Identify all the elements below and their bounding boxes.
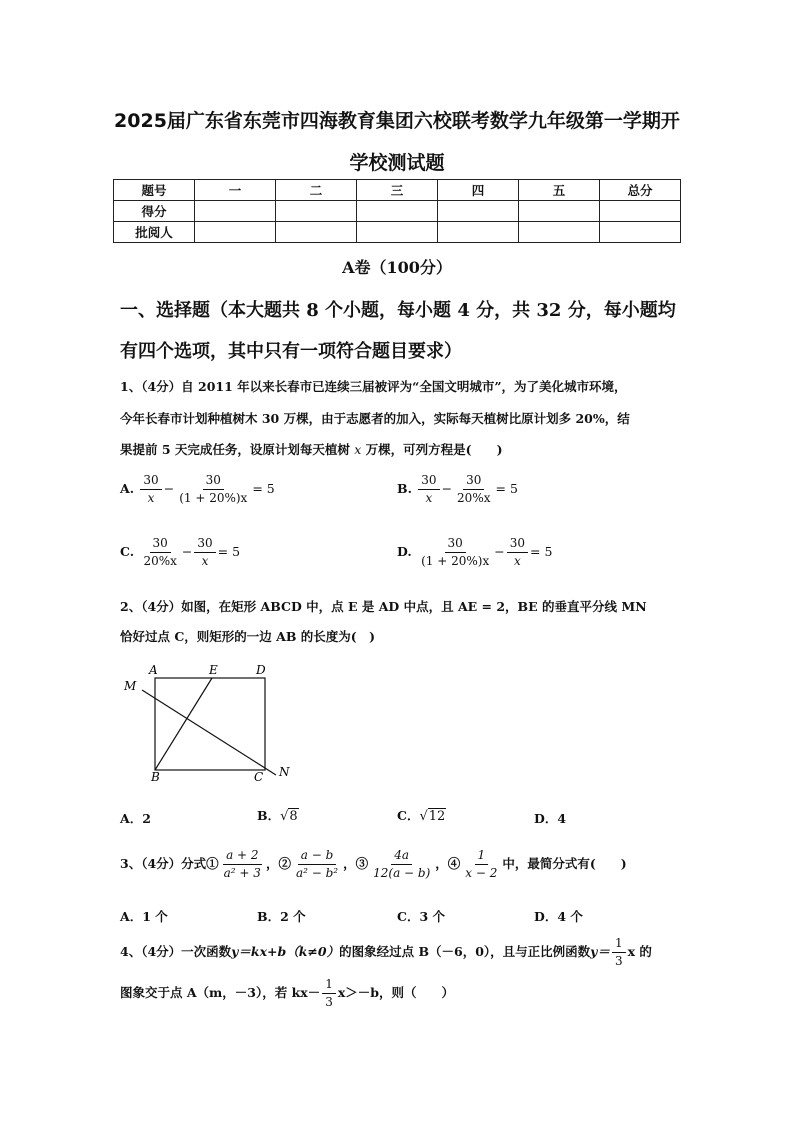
denominator: x	[201, 554, 209, 568]
fraction	[454, 473, 493, 506]
denominator: (1 + 20%)x	[421, 554, 490, 568]
q1-variable: x	[354, 442, 362, 457]
denominator: x − 2	[465, 866, 498, 880]
operator: −	[163, 481, 175, 496]
q4-line1	[120, 936, 690, 969]
fraction-one-third	[322, 977, 336, 1010]
option-label: A.	[120, 481, 135, 496]
q3-option-c[interactable]: C．3 个	[397, 909, 445, 924]
page-title-line2: 学校测试题	[349, 152, 445, 174]
table-cell	[195, 201, 276, 222]
fraction-1	[221, 848, 264, 881]
q4-line2	[120, 977, 690, 1010]
q2-option-a[interactable]: A．2	[120, 811, 151, 826]
section-heading-line2: 有四个选项，其中只有一项符合题目要求）	[120, 341, 462, 362]
table-cell	[519, 222, 600, 243]
table-cell	[600, 201, 681, 222]
q3-prefix: 3、（4分）分式①	[120, 856, 219, 871]
q1-line3-text: 果提前 5 天完成任务，设原计划每天植树	[120, 442, 355, 457]
denominator: x	[147, 491, 155, 505]
q3-option-a[interactable]: A．1 个	[120, 909, 168, 924]
q2-option-b[interactable]	[257, 806, 299, 824]
q1-line3-end: 万棵，可列方程是( )	[361, 442, 503, 457]
table-cell	[438, 201, 519, 222]
label-d: D	[256, 663, 266, 677]
table-cell	[438, 222, 519, 243]
fraction	[140, 473, 161, 506]
table-cell: 题号	[114, 180, 195, 201]
q3-suffix: 中，最简分式有( )	[502, 856, 627, 871]
q4-text: 的图象经过点 B（－6，0），且与正比例函数	[339, 944, 591, 959]
q2-option-c[interactable]	[397, 806, 446, 824]
option-label: D.	[397, 544, 412, 559]
fraction-4	[462, 848, 500, 881]
q3-option-d[interactable]: D．4 个	[534, 909, 583, 924]
q4-equation: y＝	[590, 944, 610, 959]
table-cell: 批阅人	[114, 222, 195, 243]
separator: ，④	[435, 856, 461, 871]
q1-option-d[interactable]	[397, 536, 552, 569]
table-cell	[276, 201, 357, 222]
denominator: x	[425, 491, 433, 505]
q4-text: 图象交于点 A（m，－3），若 kx－	[120, 985, 321, 1000]
denominator: 3	[614, 954, 623, 968]
table-cell	[357, 201, 438, 222]
option-label: B．	[257, 808, 281, 823]
label-a: A	[149, 663, 158, 677]
table-cell	[195, 222, 276, 243]
label-n: N	[279, 765, 290, 779]
option-label: C.	[120, 544, 135, 559]
denominator: 12(a − b)	[373, 866, 431, 880]
fraction	[176, 473, 250, 506]
volume-heading: A卷（100分）	[342, 258, 452, 277]
rectangle-figure	[115, 660, 305, 785]
operator: −	[441, 481, 453, 496]
sqrt-expression: √8	[280, 809, 298, 824]
table-header-row	[114, 180, 681, 201]
sqrt-expression: √12	[419, 809, 446, 824]
q1-option-b[interactable]	[397, 473, 518, 506]
q2-option-d[interactable]: D．4	[534, 811, 567, 826]
numerator: 30	[140, 473, 161, 490]
radicand: 8	[289, 809, 298, 824]
q3-stem	[120, 848, 690, 881]
fraction	[507, 536, 528, 569]
section-heading: 一、选择题（本大题共 8 个小题，每小题 4 分，共 32 分，每小题均	[120, 300, 676, 321]
numerator: 30	[507, 536, 528, 553]
denominator: a² − b²	[295, 866, 339, 880]
fraction-3	[370, 848, 433, 881]
q1-line2: 今年长春市计划种植树木 30 万棵，由于志愿者的加入，实际每天植树比原计划多 20%，结	[120, 411, 630, 426]
numerator: a + 2	[223, 848, 261, 865]
label-b: B	[151, 770, 160, 784]
table-cell	[600, 222, 681, 243]
table-cell	[519, 201, 600, 222]
numerator: 30	[203, 473, 224, 490]
numerator: 4a	[391, 848, 412, 865]
fraction	[418, 473, 439, 506]
label-c: C	[254, 770, 264, 784]
numerator: 1	[322, 977, 336, 994]
q4-text: 4、（4分）一次函数	[120, 944, 232, 959]
numerator: 30	[150, 536, 171, 553]
table-cell	[276, 222, 357, 243]
table-cell: 二	[276, 180, 357, 201]
denominator: 3	[325, 995, 333, 1009]
numerator: 1	[612, 936, 626, 953]
option-label: B.	[397, 481, 412, 496]
table-cell: 五	[519, 180, 600, 201]
numerator: 30	[194, 536, 215, 553]
numerator: 1	[475, 848, 489, 865]
table-cell: 得分	[114, 201, 195, 222]
equation-rhs: = 5	[495, 481, 518, 496]
q3-option-b[interactable]: B．2 个	[257, 909, 306, 924]
segment-be	[155, 678, 212, 770]
q2-line2: 恰好过点 C，则矩形的一边 AB 的长度为( )	[120, 629, 376, 644]
page-title: 2025届广东省东莞市四海教育集团六校联考数学九年级第一学期开	[114, 110, 680, 132]
label-m: M	[124, 679, 137, 693]
numerator: a − b	[298, 848, 337, 865]
fraction	[418, 536, 492, 569]
equation-rhs: = 5	[530, 544, 553, 559]
q1-option-c[interactable]	[120, 536, 240, 569]
q4-text: x 的	[627, 944, 652, 959]
table-cell: 三	[357, 180, 438, 201]
fraction	[140, 536, 179, 569]
q1-line1: 1、（4分）自 2011 年以来长春市已连续三届被评为“全国文明城市”，为了美化城市环境，	[120, 379, 627, 394]
equation-rhs: = 5	[252, 481, 275, 496]
line-mn	[142, 690, 276, 775]
fraction	[194, 536, 215, 569]
q1-line3	[120, 440, 690, 458]
numerator: 30	[445, 536, 466, 553]
rectangle-abcd	[155, 678, 265, 770]
separator: ，③	[343, 856, 369, 871]
denominator: (1 + 20%)x	[179, 491, 248, 505]
table-cell: 四	[438, 180, 519, 201]
q2-line1: 2、（4分）如图，在矩形 ABCD 中，点 E 是 AD 中点，且 AE = 2，BE 的垂直平分线 MN	[120, 599, 647, 614]
q1-option-a[interactable]	[120, 473, 275, 506]
denominator: x	[513, 554, 521, 568]
option-label: C．	[397, 808, 420, 823]
score-table	[113, 179, 681, 243]
operator: −	[494, 544, 505, 559]
denominator: 20%x	[143, 554, 177, 568]
radicand: 12	[428, 809, 446, 824]
numerator: 30	[418, 473, 439, 490]
denominator: a² + 3	[223, 866, 261, 880]
table-row	[114, 222, 681, 243]
q4-text: x＞－b，则（ ）	[337, 985, 455, 1000]
separator: ，②	[265, 856, 291, 871]
denominator: 20%x	[457, 491, 491, 505]
table-cell	[357, 222, 438, 243]
equation-rhs: = 5	[217, 544, 241, 559]
label-e: E	[209, 663, 218, 677]
fraction-one-third	[612, 936, 626, 969]
fraction-2	[293, 848, 341, 881]
operator: −	[181, 544, 193, 559]
table-cell: 总分	[600, 180, 681, 201]
table-cell: 一	[195, 180, 276, 201]
q4-equation: y＝kx+b（k≠0）	[231, 944, 340, 959]
table-row	[114, 201, 681, 222]
numerator: 30	[463, 473, 484, 490]
